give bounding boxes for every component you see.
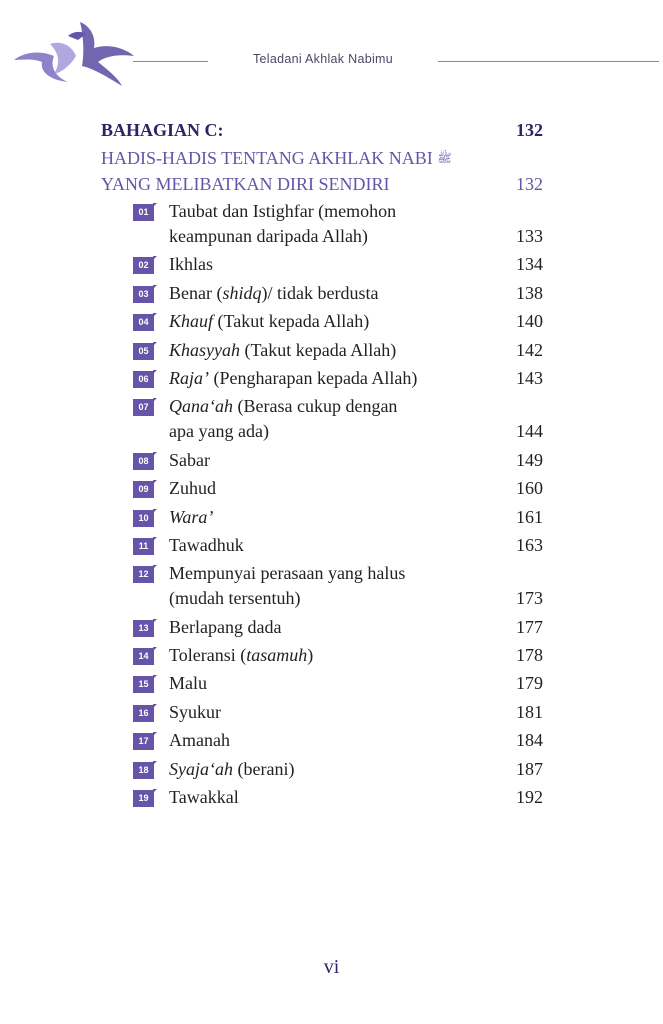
section-title-text: BAHAGIAN C: xyxy=(101,120,224,140)
entry-title xyxy=(169,728,483,753)
header-rule-right xyxy=(438,61,659,62)
toc-entry xyxy=(133,338,543,363)
entry-title-line2: keampunan daripada Allah) xyxy=(169,226,368,246)
section-subtitle-line1: HADIS-HADIS TENTANG AKHLAK NABI xyxy=(101,148,433,168)
entry-title-italic: tasamuh xyxy=(246,645,308,666)
header-rule-left xyxy=(133,61,208,62)
entry-number-badge: 17 xyxy=(133,733,154,750)
entry-page-number: 144 xyxy=(516,421,543,442)
entry-number-badge: 10 xyxy=(133,510,154,527)
toc-list xyxy=(133,199,543,813)
entry-title xyxy=(169,281,483,306)
calligraphy-ornament-icon xyxy=(10,16,136,88)
entry-title-text: Sabar xyxy=(169,449,210,470)
entry-number-badge: 08 xyxy=(133,453,154,470)
toc-entry xyxy=(133,561,543,611)
toc-entry xyxy=(133,476,543,501)
entry-title xyxy=(169,643,483,668)
toc-entry xyxy=(133,281,543,306)
entry-page-number: 149 xyxy=(516,449,543,470)
entry-title-italic: Qana‘ah xyxy=(169,396,233,417)
section-subtitle-page: 132 xyxy=(516,174,543,194)
entry-number-badge: 14 xyxy=(133,648,154,665)
entry-title-text: Berlapang dada xyxy=(169,616,282,637)
entry-title xyxy=(169,561,483,611)
entry-title-line2: (mudah tersentuh) xyxy=(169,588,301,609)
entry-title xyxy=(169,309,483,334)
toc-entry xyxy=(133,615,543,640)
entry-title-text: Mempunyai perasaan yang halus xyxy=(169,563,406,584)
toc-entry xyxy=(133,505,543,530)
entry-title-text: Syukur xyxy=(169,701,222,722)
toc-entry xyxy=(133,199,543,249)
entry-title xyxy=(169,252,483,277)
entry-page-number: 142 xyxy=(516,339,543,360)
entry-title-text: Malu xyxy=(169,673,207,694)
entry-page-number: 173 xyxy=(516,588,543,609)
entry-number-badge: 19 xyxy=(133,790,154,807)
entry-page-number: 179 xyxy=(516,673,543,694)
salawat-symbol: ﷺ xyxy=(437,151,452,165)
entry-page-number: 163 xyxy=(516,534,543,555)
entry-number-badge: 18 xyxy=(133,762,154,779)
entry-number-badge: 15 xyxy=(133,676,154,693)
entry-title-text: Amanah xyxy=(169,730,230,751)
toc-entry xyxy=(133,366,543,391)
entry-title-text: Tawakkal xyxy=(169,787,239,808)
section-title xyxy=(101,117,543,143)
entry-title-text: Taubat dan Istighfar (memohon xyxy=(169,201,397,221)
entry-title xyxy=(169,199,483,249)
entry-title xyxy=(169,366,483,391)
entry-number-badge: 07 xyxy=(133,399,154,416)
entry-title-text: Toleransi ( xyxy=(169,645,247,666)
entry-number-badge: 09 xyxy=(133,481,154,498)
entry-title xyxy=(169,615,483,640)
toc-entry xyxy=(133,728,543,753)
entry-title-text: (berani) xyxy=(232,758,295,779)
entry-title-italic: Khasyyah xyxy=(169,339,240,360)
running-title: Teladani Akhlak Nabimu xyxy=(252,52,393,66)
entry-page-number: 181 xyxy=(516,701,543,722)
entry-number-badge: 02 xyxy=(133,257,154,274)
entry-title-text: (Berasa cukup dengan xyxy=(233,396,398,417)
entry-number-badge: 04 xyxy=(133,314,154,331)
entry-page-number: 184 xyxy=(516,730,543,751)
section-subtitle-line2: YANG MELIBATKAN DIRI SENDIRI xyxy=(101,174,390,194)
entry-title-italic: Syaja‘ah xyxy=(169,758,233,779)
entry-title-italic: Khauf xyxy=(169,311,214,332)
section-title-page: 132 xyxy=(516,120,543,140)
section-subtitle xyxy=(101,145,543,197)
toc-entry xyxy=(133,252,543,277)
entry-title xyxy=(169,338,483,363)
entry-number-badge: 13 xyxy=(133,620,154,637)
entry-page-number: 140 xyxy=(516,311,543,332)
entry-title xyxy=(169,757,483,782)
toc-entry xyxy=(133,785,543,810)
toc-entry xyxy=(133,309,543,334)
entry-title-text: )/ tidak berdusta xyxy=(261,282,379,303)
entry-page-number: 161 xyxy=(516,506,543,527)
entry-title-text: Benar ( xyxy=(169,282,223,303)
entry-title-text: ) xyxy=(307,645,314,666)
entry-number-badge: 06 xyxy=(133,371,154,388)
entry-title xyxy=(169,448,483,473)
entry-title-text: (Pengharapan kepada Allah) xyxy=(209,367,418,388)
toc-entry xyxy=(133,700,543,725)
entry-page-number: 143 xyxy=(516,367,543,388)
entry-number-badge: 05 xyxy=(133,343,154,360)
toc-entry xyxy=(133,757,543,782)
entry-page-number: 177 xyxy=(516,616,543,637)
entry-number-badge: 03 xyxy=(133,286,154,303)
entry-title xyxy=(169,785,483,810)
entry-title xyxy=(169,700,483,725)
entry-title-text: Ikhlas xyxy=(169,254,213,275)
entry-title-text: (Takut kepada Allah) xyxy=(213,311,370,332)
entry-number-badge: 16 xyxy=(133,705,154,722)
toc-entry xyxy=(133,394,543,444)
entry-page-number: 178 xyxy=(516,645,543,666)
entry-title-italic: Wara’ xyxy=(169,506,214,527)
entry-title xyxy=(169,505,483,530)
entry-page-number: 187 xyxy=(516,758,543,779)
entry-title xyxy=(169,533,483,558)
entry-number-badge: 12 xyxy=(133,566,154,583)
entry-page-number: 160 xyxy=(516,478,543,499)
entry-title xyxy=(169,394,483,444)
entry-title-text: Tawadhuk xyxy=(169,534,244,555)
entry-title-italic: shidq xyxy=(222,282,262,303)
entry-number-badge: 11 xyxy=(133,538,154,555)
entry-number-badge: 01 xyxy=(133,204,154,221)
running-header xyxy=(0,0,663,100)
entry-title-italic: Raja’ xyxy=(169,367,209,388)
toc-entry xyxy=(133,533,543,558)
entry-title-text: (Takut kepada Allah) xyxy=(240,339,397,360)
toc-entry xyxy=(133,643,543,668)
entry-title xyxy=(169,671,483,696)
entry-page-number: 133 xyxy=(516,226,543,246)
entry-title-line2: apa yang ada) xyxy=(169,421,269,442)
toc-entry xyxy=(133,671,543,696)
entry-title xyxy=(169,476,483,501)
entry-page-number: 138 xyxy=(516,282,543,303)
entry-title-text: Zuhud xyxy=(169,478,216,499)
entry-page-number: 192 xyxy=(516,787,543,808)
toc-entry xyxy=(133,448,543,473)
entry-page-number: 134 xyxy=(516,254,543,275)
page-number: vi xyxy=(323,956,340,978)
